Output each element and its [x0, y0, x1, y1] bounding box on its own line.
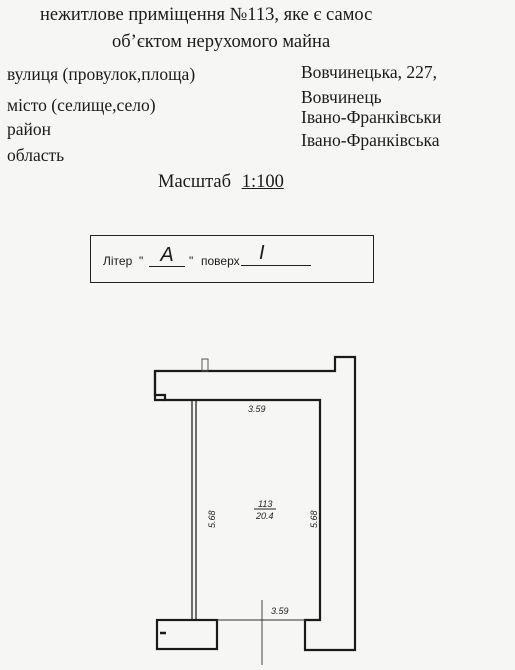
floor-value: І: [241, 242, 311, 266]
wall-bottom-left: [157, 620, 217, 649]
liter-value: А: [149, 244, 185, 267]
dim-right-label: 5.68: [309, 510, 319, 528]
room-area: 20.4: [256, 511, 274, 521]
floor-label: поверх: [201, 254, 240, 268]
document-title-line-2: об’єктом нерухомого майна: [112, 32, 331, 52]
vent-marker: [202, 359, 208, 371]
district-value: Івано-Франківськи: [301, 107, 442, 127]
wall-outline: [155, 357, 355, 650]
city-value: Вовчинець: [301, 87, 382, 107]
liter-quote-close: ": [189, 254, 194, 268]
city-label: місто (селище,село): [7, 95, 156, 115]
room-number: 113: [258, 499, 273, 509]
dim-top-label: 3.59: [248, 404, 266, 414]
scale-value: 1:100: [241, 172, 284, 192]
region-value: Івано-Франківська: [301, 130, 440, 150]
scale-label: Масштаб: [158, 172, 232, 192]
liter-label: Літер: [103, 254, 133, 268]
district-label: район: [7, 119, 51, 139]
dim-left-label: 5.68: [207, 510, 217, 528]
street-label: вулиця (провулок,площа): [7, 64, 196, 84]
street-value: Вовчинецька, 227,: [301, 62, 438, 82]
region-label: область: [7, 145, 65, 165]
document-title-line-1: нежитлове приміщення №113, яке є самос: [40, 5, 373, 25]
dim-bottom-label: 3.59: [271, 606, 289, 616]
liter-quote-open: ": [139, 254, 144, 268]
